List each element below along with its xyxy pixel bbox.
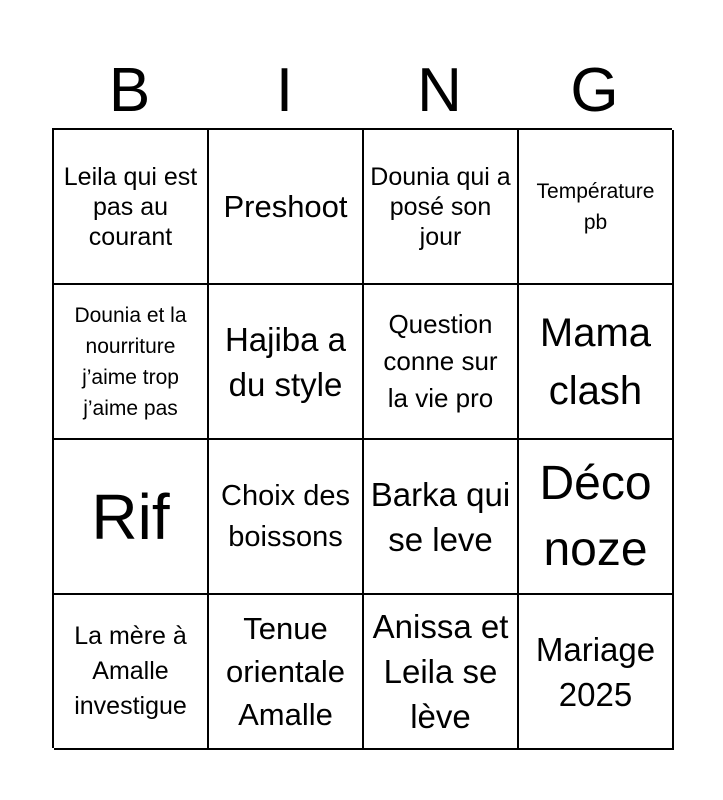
header-letter-n: N xyxy=(417,56,462,125)
bingo-cell[interactable] xyxy=(54,130,209,285)
cell-text: Température pb xyxy=(536,179,655,234)
header-letter-g: G xyxy=(570,56,619,125)
bingo-cell[interactable] xyxy=(209,595,364,750)
bingo-cell[interactable] xyxy=(209,130,364,285)
bingo-cell[interactable] xyxy=(54,285,209,440)
bingo-cell[interactable] xyxy=(209,285,364,440)
bingo-cell[interactable] xyxy=(519,595,674,750)
bingo-cell[interactable] xyxy=(54,440,209,595)
cell-text: Question conne sur la vie pro xyxy=(383,309,498,413)
bingo-grid xyxy=(52,128,672,748)
header-letter-b: B xyxy=(108,56,151,125)
bingo-cell[interactable] xyxy=(519,130,674,285)
header-letter-i: I xyxy=(275,56,294,125)
cell-text: Dounia qui a posé son jour xyxy=(370,162,511,251)
cell-text: Déco noze xyxy=(539,456,652,576)
cell-text: Mariage 2025 xyxy=(535,630,656,713)
bingo-cell[interactable] xyxy=(519,440,674,595)
cell-text: La mère à Amalle investigue xyxy=(74,622,187,720)
cell-text: Anissa et Leila se lève xyxy=(372,608,509,735)
bingo-cell[interactable] xyxy=(54,595,209,750)
bingo-header xyxy=(52,55,672,127)
cell-text: Mama clash xyxy=(539,310,652,413)
cell-text: Rif xyxy=(91,480,170,553)
cell-text: Hajiba a du style xyxy=(224,320,347,403)
cell-text: Dounia et la nourriture j’aime trop j’aime pas xyxy=(74,303,187,420)
cell-text: Barka qui se leve xyxy=(370,475,511,558)
bingo-cell[interactable] xyxy=(519,285,674,440)
cell-text: Tenue orientale Amalle xyxy=(226,611,345,732)
bingo-cell[interactable] xyxy=(364,595,519,750)
bingo-cell[interactable] xyxy=(364,285,519,440)
cell-text: Preshoot xyxy=(223,188,348,224)
bingo-cell[interactable] xyxy=(364,440,519,595)
bingo-cell[interactable] xyxy=(209,440,364,595)
cell-text: Leila qui est pas au courant xyxy=(63,162,198,251)
cell-text: Choix des boissons xyxy=(221,479,350,553)
bingo-cell[interactable] xyxy=(364,130,519,285)
